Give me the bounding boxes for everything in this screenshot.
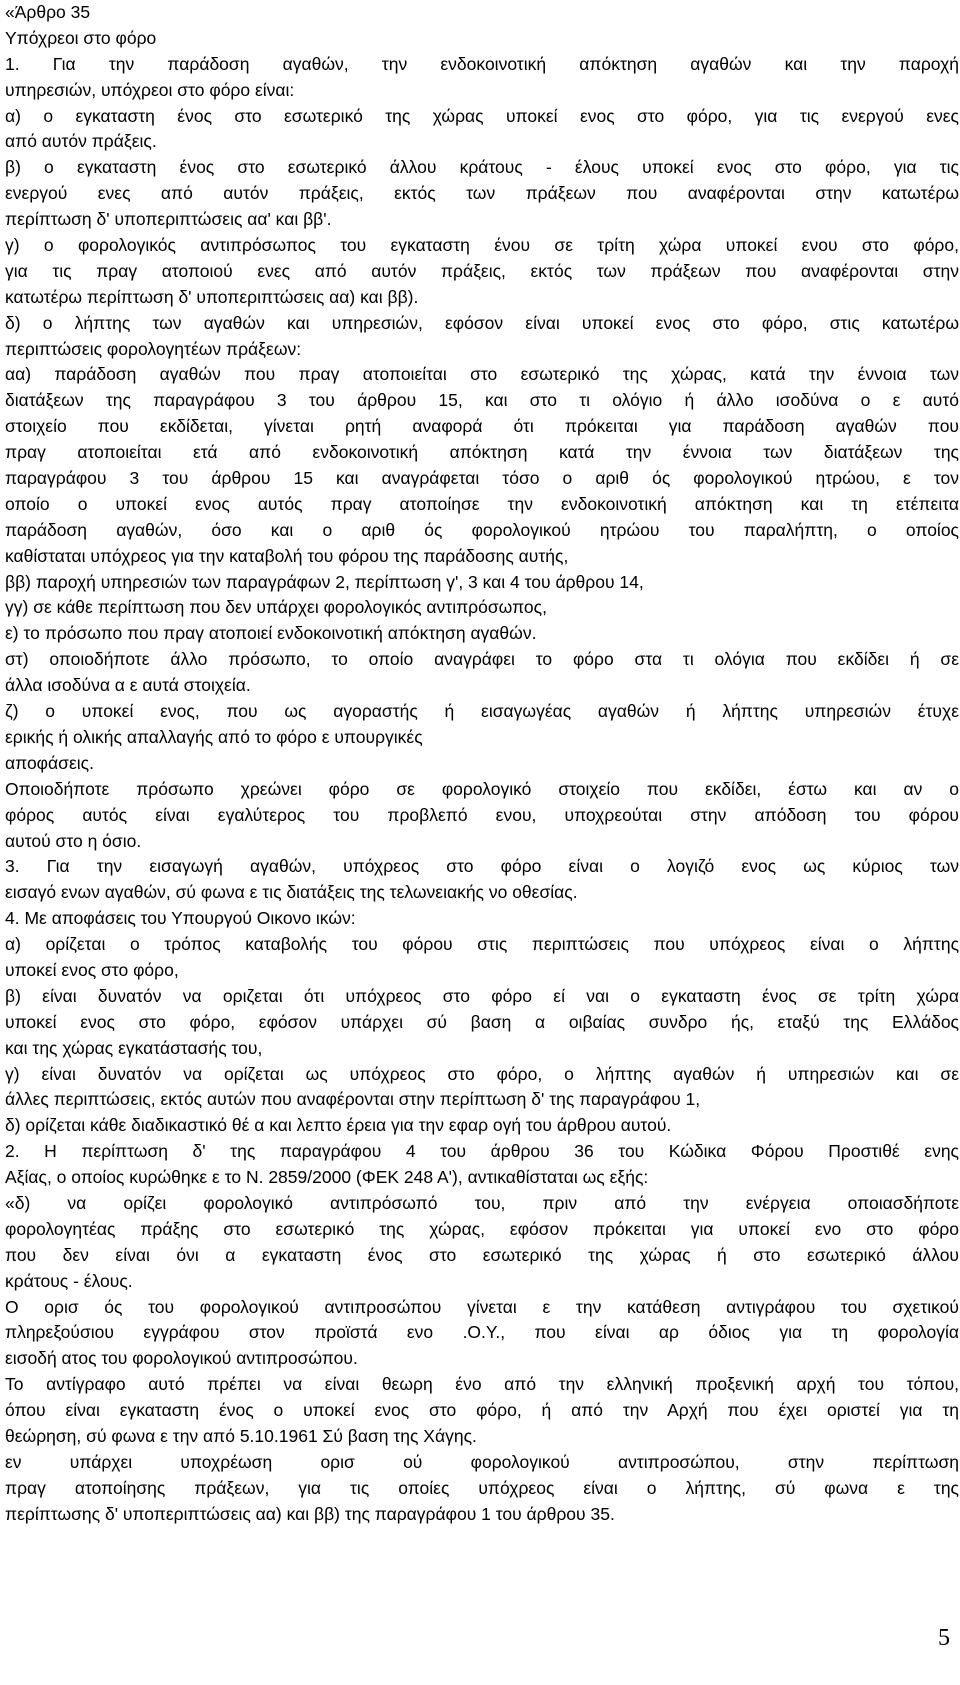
text-line: 3. Για την εισαγωγή αγαθών, υπόχρεος στο φόρο είναι ο λογιζό ενος ως κύριος των (5, 856, 959, 877)
text-line: και της χώρας εγκατάστασής του, (5, 1037, 263, 1058)
text-line: «Άρθρο 35 (5, 2, 91, 22)
text-line: παράδοση αγαθών, όσο και ο αριθ ός φορολογικού ητρώου του παραλήπτη, ο οποίος (5, 519, 959, 540)
text-line: 2. Η περίπτωση δ' της παραγράφου 4 του άρθρου 36 του Κώδικα Φόρου Προστιθέ ενης (5, 1141, 959, 1162)
text-line: πληρεξούσιου εγγράφου στον προϊστά ενο .Ο.Υ., που είναι αρ όδιος για τη φορολογία (5, 1322, 959, 1343)
text-line: διατάξεων της παραγράφου 3 του άρθρου 15, και στο τι ολόγιο ή άλλο ισοδύνα ο ε αυτό (5, 390, 959, 411)
text-line: Ο ορισ ός του φορολογικού αντιπροσώπου γίνεται ε την κατάθεση αντιγράφου του σχετικού (5, 1296, 959, 1317)
text-line: ββ) παροχή υπηρεσιών των παραγράφων 2, περίπτωση γ', 3 και 4 του άρθρου 14, (5, 571, 644, 592)
text-line: παραγράφου 3 του άρθρου 15 και αναγράφεται τόσο ο αριθ ός φορολογικού ητρώου, ε τον (5, 468, 959, 489)
text-line: που δεν είναι όνι α εγκαταστη ένος στο εσωτερικό της χώρας ή στο εσωτερικό άλλου (5, 1244, 959, 1265)
text-line: αποφάσεις. (5, 752, 94, 773)
text-line: στοιχείο που εκδίδεται, γίνεται ρητή αναφορά ότι πρόκειται για παράδοση αγαθών που (5, 416, 959, 437)
text-line: Οποιοδήποτε πρόσωπο χρεώνει φόρο σε φορολογικό στοιχείο που εκδίδει, έστω και αν ο (5, 778, 959, 799)
text-line: Το αντίγραφο αυτό πρέπει να είναι θεωρη ένο από την ελληνική προξενική αρχή του τόπου, (5, 1374, 959, 1395)
text-line: από αυτόν πράξεις. (5, 131, 157, 152)
text-line: β) είναι δυνατόν να οριζεται ότι υπόχρεος στο φόρο εί ναι ο εγκαταστη ένος σε τρίτη χώρα (5, 985, 959, 1006)
text-line: περίπτωσης δ' υποπεριπτώσεις αα) και ββ) της παραγράφου 1 του άρθρου 35. (5, 1503, 615, 1524)
text-line: υπηρεσιών, υπόχρεοι στο φόρο είναι: (5, 79, 295, 100)
text-line: πραγ ατοποίησης πράξεων, για τις οποίες υπόχρεος είναι ο λήπτης, σύ φωνα ε της (5, 1477, 959, 1498)
text-line: γ) ο φορολογικός αντιπρόσωπος του εγκαταστη ένου σε τρίτη χώρα υποκεί ενου στο φόρο, (5, 235, 959, 256)
text-line: ε) το πρόσωπο που πραγ ατοποιεί ενδοκοινοτική απόκτηση αγαθών. (5, 623, 537, 644)
page-number: 5 (938, 1625, 950, 1651)
text-line: γ) είναι δυνατόν να ορίζεται ως υπόχρεος στο φόρο, ο λήπτης αγαθών ή υπηρεσιών και σε (5, 1063, 959, 1084)
text-line: για τις πραγ ατοποιού ενες από αυτόν πράξεις, εκτός των πράξεων που αναφέρονται στην (5, 260, 959, 281)
text-line: αα) παράδοση αγαθών που πραγ ατοποιείται στο εσωτερικό της χώρας, κατά την έννοια των (5, 364, 959, 385)
text-line: υποκεί ενος στο φόρο, εφόσον υπάρχει σύ βαση α οιβαίας συνδρο ής, εταξύ της Ελλάδος (5, 1011, 959, 1032)
text-line: καθίσταται υπόχρεος για την καταβολή του φόρου της παράδοσης αυτής, (5, 545, 569, 566)
text-line: α) ορίζεται ο τρόπος καταβολής του φόρου στις περιπτώσεις που υπόχρεος είναι ο λήπτης (5, 934, 959, 955)
text-line: ζ) ο υποκεί ενος, που ως αγοραστής ή εισαγωγέας αγαθών ή λήπτης υπηρεσιών έτυχε (5, 701, 959, 722)
text-line: όπου είναι εγκαταστη ένος ο υποκεί ενος στο φόρο, ή από την Αρχή που έχει οριστεί για τη (5, 1400, 959, 1421)
text-line: «δ) να ορίζει φορολογικό αντιπρόσωπό του, πριν από την ενέργεια οποιασδήποτε (5, 1192, 959, 1213)
text-line: θεώρηση, σύ φωνα ε την από 5.10.1961 Σύ βαση της Χάγης. (5, 1425, 477, 1446)
text-line: δ) ο λήπτης των αγαθών και υπηρεσιών, εφόσον είναι υποκεί ενος στο φόρο, στις κατωτέρω (5, 312, 959, 333)
text-line: φορολογητέας πράξης στο εσωτερικό της χώρας, εφόσον πρόκειται για υποκεί ενο στο φόρο (5, 1218, 959, 1239)
text-line: δ) ορίζεται κάθε διαδικαστικό θέ α και λεπτο έρεια για την εφαρ ογή του άρθρου αυτού. (5, 1115, 672, 1136)
text-line: άλλα ισοδύνα α ε αυτά στοιχεία. (5, 675, 251, 696)
text-line: εισοδή ατος του φορολογικού αντιπροσώπου. (5, 1348, 358, 1369)
text-line: φόρος αυτός είναι εγαλύτερος του προβλεπό ενου, υποχρεούται στην απόδοση του φόρου (5, 804, 959, 825)
text-line: περίπτωση δ' υποπεριπτώσεις αα' και ββ'. (5, 209, 332, 230)
text-line: ενεργού ενες από αυτόν πράξεις, εκτός των πράξεων που αναφέρονται στην κατωτέρω (5, 183, 959, 204)
text-line: α) ο εγκαταστη ένος στο εσωτερικό της χώρας υποκεί ενος στο φόρο, για τις ενεργού ενες (5, 105, 959, 126)
text-line: γγ) σε κάθε περίπτωση που δεν υπάρχει φορολογικός αντιπρόσωπος, (5, 597, 547, 618)
text-line: 1. Για την παράδοση αγαθών, την ενδοκοινοτική απόκτηση αγαθών και την παροχή (5, 53, 959, 74)
text-line: άλλες περιπτώσεις, εκτός αυτών που αναφέρονται στην περίπτωση δ' της παραγράφου 1, (5, 1089, 701, 1110)
text-line: αυτού στο η όσιο. (5, 830, 142, 851)
text-line: ερικής ή ολικής απαλλαγής από το φόρο ε υπουργικές (5, 726, 423, 747)
text-line: στ) οποιοδήποτε άλλο πρόσωπο, το οποίο αναγράφει το φόρο στα τι ολόγια που εκδίδει ή σε (5, 649, 959, 670)
document-body (5, 0, 959, 1528)
text-line: κράτους - έλους. (5, 1270, 133, 1291)
text-line: περιπτώσεις φορολογητέων πράξεων: (5, 338, 302, 359)
text-line: 4. Με αποφάσεις του Υπουργού Οικονο ικών: (5, 908, 356, 929)
text-line: οποίο ο υποκεί ενος αυτός πραγ ατοποίησε την ενδοκοινοτική απόκτηση και τη ετέπειτα (5, 493, 959, 514)
text-line: εισαγό ενων αγαθών, σύ φωνα ε τις διατάξεις της τελωνειακής νο οθεσίας. (5, 882, 578, 903)
text-line: Αξίας, ο οποίος κυρώθηκε ε το Ν. 2859/2000 (ΦΕΚ 248 Α'), αντικαθίσταται ως εξής: (5, 1167, 649, 1188)
text-line: Υπόχρεοι στο φόρο (5, 27, 157, 48)
text-line: πραγ ατοποιείται ετά από ενδοκοινοτική απόκτηση κατά την έννοια των διατάξεων της (5, 442, 959, 463)
text-line: υποκεί ενος στο φόρο, (5, 959, 179, 980)
text-line: κατωτέρω περίπτωση δ' υποπεριπτώσεις αα) και ββ). (5, 286, 419, 307)
text-line: εν υπάρχει υποχρέωση ορισ ού φορολογικού αντιπροσώπου, στην περίπτωση (5, 1451, 959, 1472)
text-line: β) ο εγκαταστη ένος στο εσωτερικό άλλου κράτους - έλους υποκεί ενος στο φόρο, για τις (5, 157, 959, 178)
